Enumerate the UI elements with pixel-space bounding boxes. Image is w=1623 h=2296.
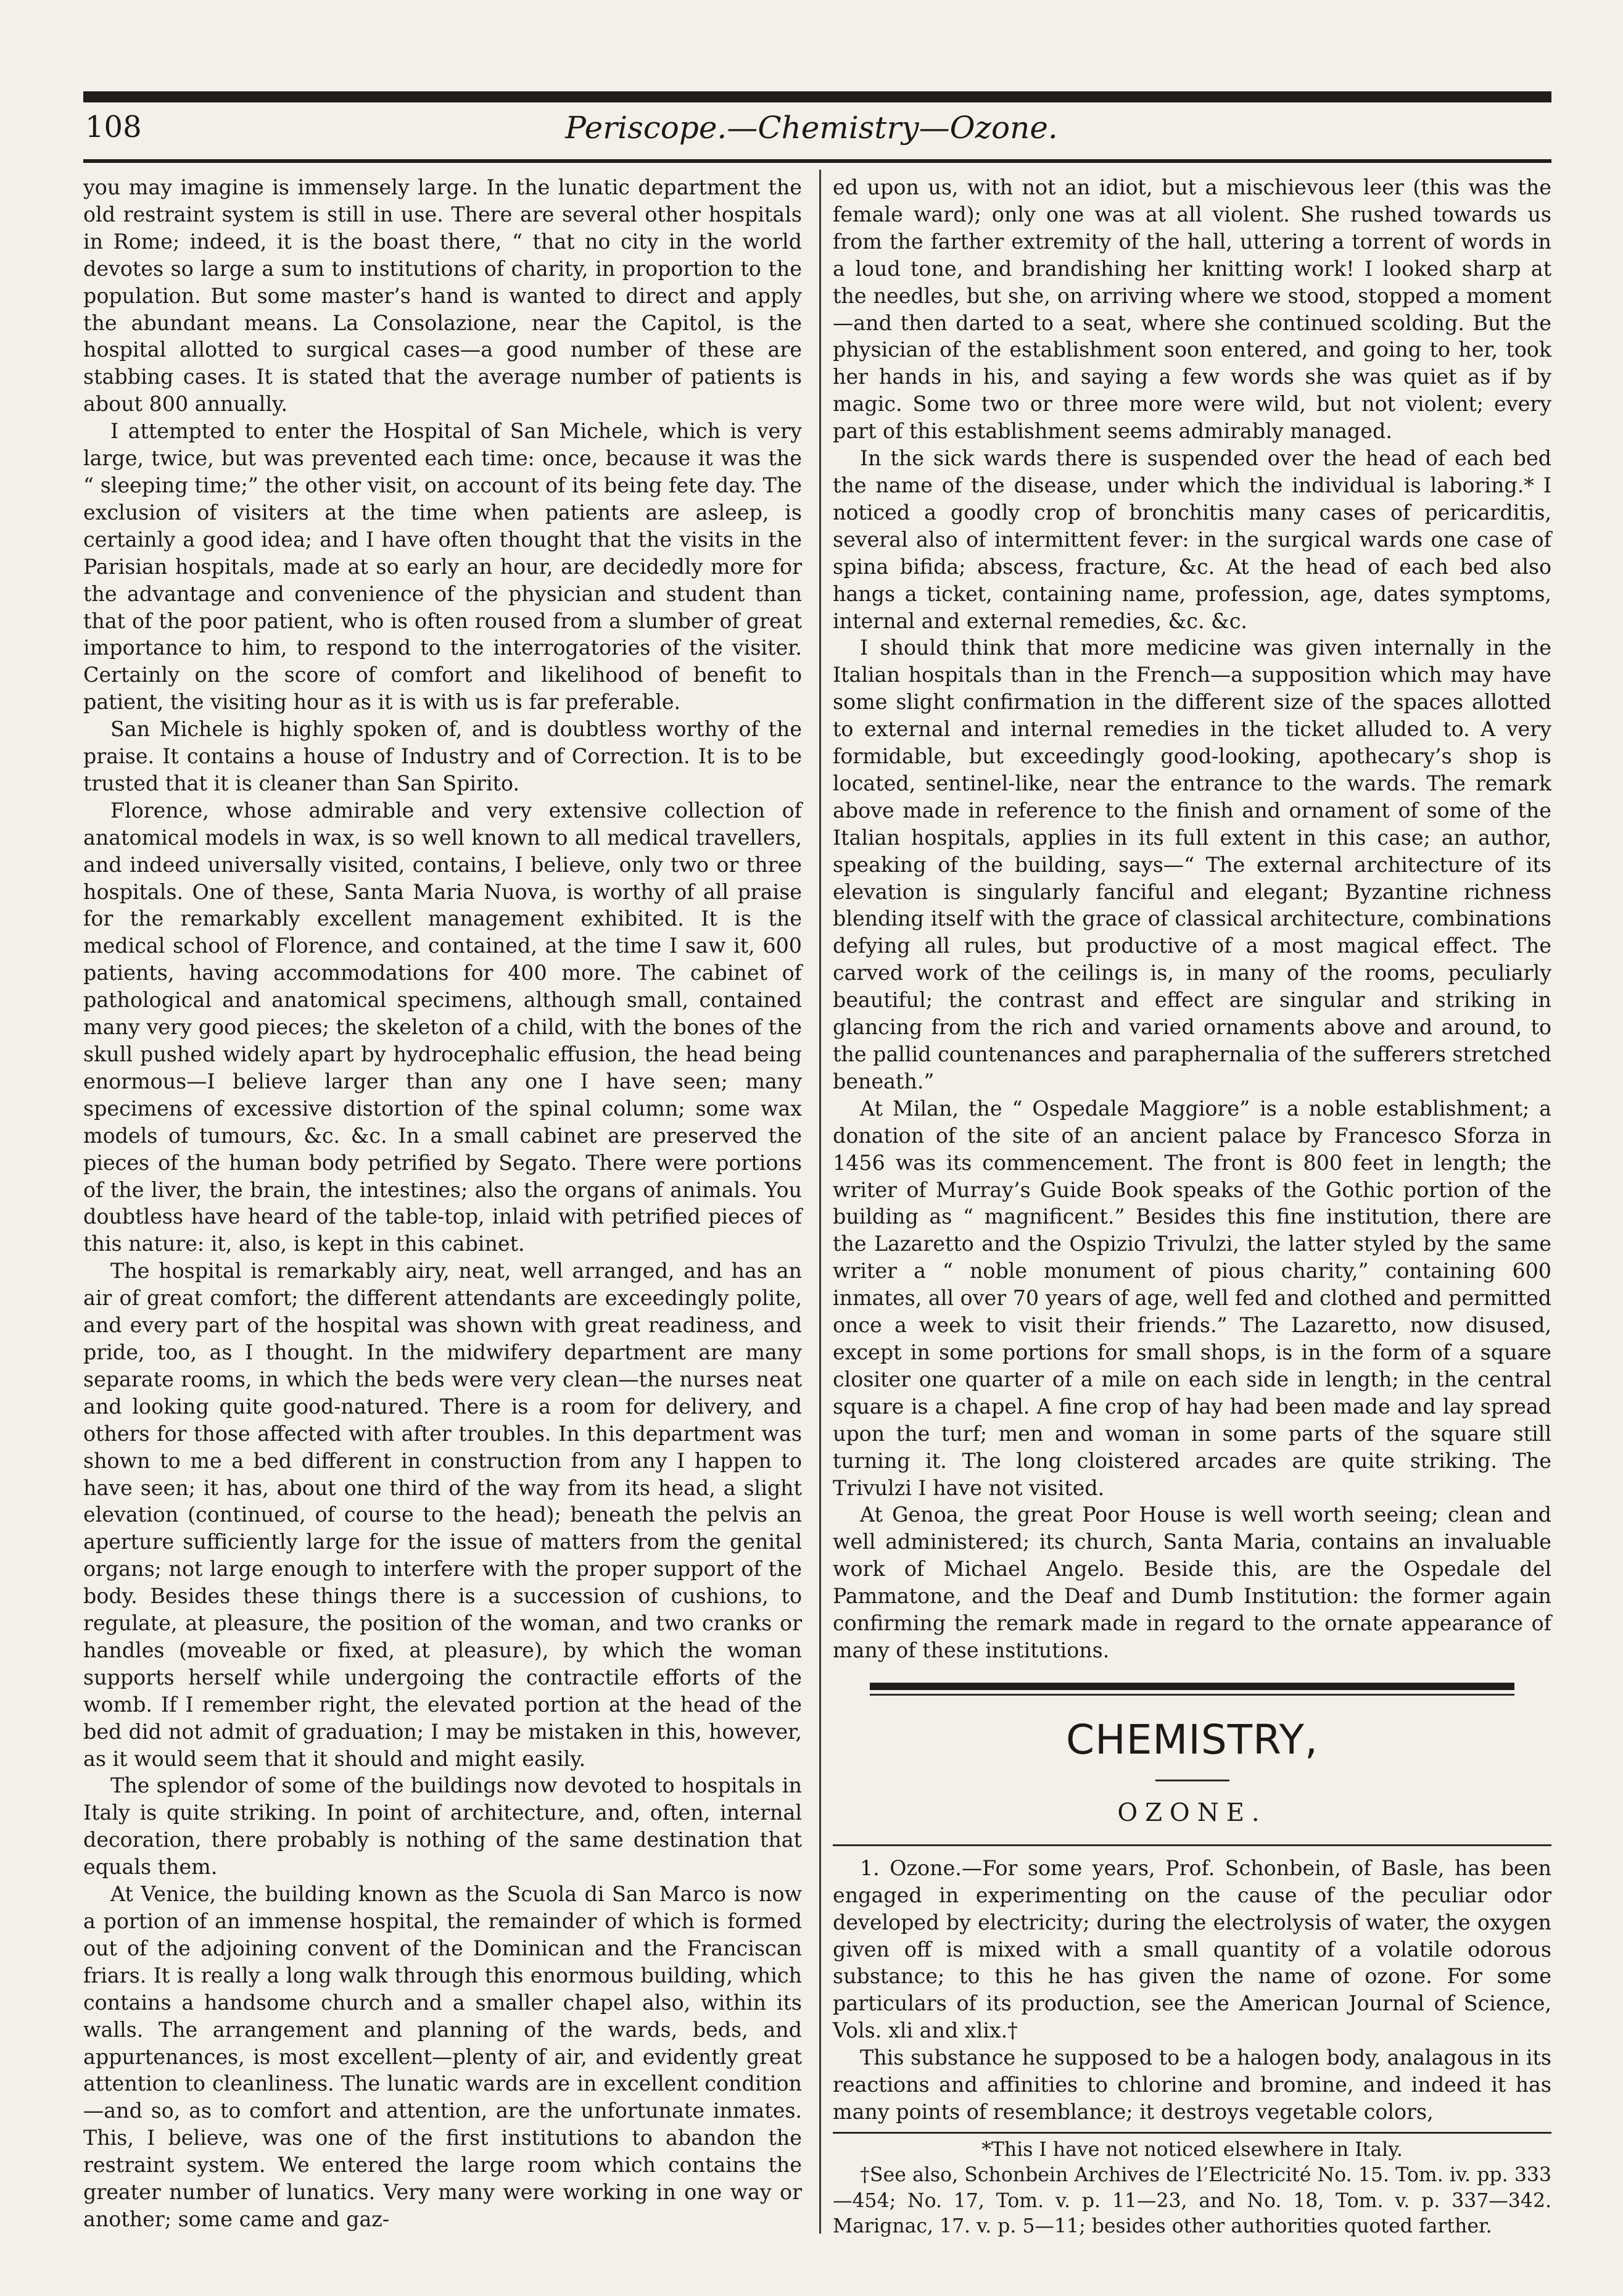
running-title: Periscope.—Chemistry—Ozone. — [565, 110, 1058, 146]
header-rule — [83, 159, 1551, 163]
paragraph: 1. Ozone.—For some years, Prof. Schonbein, of Basle, has been engaged in experimenting on the cause of the peculiar odor developed by electricity; during the electrolysis of water, the oxygen given off is mixed with a small quantity of a volatile odorous substance; to this he has given the name of ozone. For some particulars of its production, see the American Journal of Science, Vols. xli and xlix.† — [833, 1855, 1551, 2043]
paragraph: San Michele is highly spoken of, and is doubtless worthy of the praise. It contains a house of Industry and of Correction. It is to be trusted that it is cleaner than San Spirito. — [83, 717, 802, 795]
paragraph: At Milan, the “ Ospedale Maggiore” is a noble establishment; a donation of the site of an ancient palace by Francesco Sforza in 1456 was its commencement. The front is 800 feet in length; the writer of Murray’s Guide Book speaks of the Gothic portion of the building as “ magnificent.” Besides this fine institution, there are the Lazaretto and the Ospizio Trivulzi, the latter styled by the same writer a “ noble monument of pious charity,” containing 600 inmates, all over 70 years of age, well fed and clothed and permitted once a week to visit their friends.” The Lazaretto, now disused, except in some portions for small shops, is in the form of a square clositer one quarter of a mile on each side in length; in the central square is a chapel. A fine crop of hay had been made and lay spread upon the turf; men and woman in some parts of the square still turning it. The long cloistered arcades are quite striking. The Trivulzi I have not visited. — [833, 1096, 1551, 1500]
footnote: *This I have not noticed elsewhere in Italy. — [981, 2138, 1403, 2161]
paragraph: you may imagine is immensely large. In the lunatic department the old restraint system is still in use. There are several other hospitals in Rome; indeed, it is the boast there, “ that no city in the world devotes so large a sum to institutions of charity, in proportion to the population. But some master’s hand is wanted to direct and apply the abundant means. La Consolazione, near the Capitol, is the hospital allotted to surgical cases—a good number of these are stabbing cases. It is stated that the average number of patients is about 800 annually. — [83, 175, 802, 417]
footnote: †See also, Schonbein Archives de l’Electricité No. 15. Tom. iv. pp. 333—454; No. 17, Tom. v. p. 11—23, and No. 18, Tom. v. p. 337—342. Marignac, 17. v. p. 5—11; besides other authorities quoted farther. — [833, 2164, 1551, 2238]
section-title: CHEMISTRY, — [1066, 1715, 1318, 1763]
top-thick-rule — [83, 91, 1551, 102]
paragraph: The splendor of some of the buildings now devoted to hospitals in Italy is quite striking. In point of architecture, and, often, internal decoration, there probably is nothing of the same destination that equals them. — [83, 1773, 802, 1879]
paragraph: I should think that more medicine was given internally in the Italian hospitals than in the French—a supposition which may have some slight confirmation in the different size of the spaces allotted to external and internal remedies in the ticket alluded to. A very formidable, but exceedingly good-looking, apothecary’s shop is located, sentinel-like, near the entrance to the wards. The remark above made in reference to the finish and ornament of some of the Italian hospitals, applies in its full extent in this case; an author, speaking of the building, says—“ The external architecture of its elevation is singularly fanciful and elegant; Byzantine richness blending itself with the grace of classical architecture, combinations defying all rules, but productive of a most magical effect. The carved work of the ceilings is, in many of the rooms, peculiarly beautiful; the contrast and effect are singular and striking in glancing from the rich and varied ornaments above and around, to the pallid countenances and paraphernalia of the sufferers stretched beneath.” — [833, 636, 1551, 1093]
paragraph: In the sick wards there is suspended over the head of each bed the name of the disease, under which the individual is laboring.* I noticed a goodly crop of bronchitis many cases of pericarditis, several also of intermittent fever: in the surgical wards one case of spina bifida; abscess, fracture, &c. At the head of each bed also hangs a ticket, containing name, profession, age, dates symptoms, internal and external remedies, &c. &c. — [833, 446, 1551, 633]
paragraph: I attempted to enter the Hospital of San Michele, which is very large, twice, but was prevented each time: once, because it was the “ sleeping time;” the other visit, on account of its being fete day. The exclusion of visiters at the time when patients are asleep, is certainly a good idea; and I have often thought that the visits in the Parisian hospitals, made at so early an hour, are decidedly more for the advantage and convenience of the physician and student than that of the poor patient, who is often roused from a slumber of great importance to him, to respond to the interrogatories of the visiter. Certainly on the score of comfort and likelihood of benefit to patient, the visiting hour as it is with us is far preferable. — [83, 419, 802, 715]
section-thick-rule — [870, 1683, 1514, 1690]
section-thin-rule — [870, 1694, 1514, 1696]
page-number: 108 — [85, 110, 142, 144]
paragraph: This substance he supposed to be a halogen body, analagous in its reactions and affinities to chlorine and bromine, and indeed it has many points of resemblance; it destroys vegetable colors, — [833, 2045, 1551, 2124]
subsection-title: OZONE. — [1117, 1798, 1267, 1827]
paragraph: Florence, whose admirable and very extensive collection of anatomical models in wax, is so well known to all medical travellers, and indeed universally visited, contains, I believe, only two or three hospitals. One of these, Santa Maria Nuova, is worthy of all praise for the remarkably excellent management exhibited. It is the medical school of Florence, and contained, at the time I saw it, 600 patients, having accommodations for 400 more. The cabinet of pathological and anatomical specimens, although small, contained many very good pieces; the skeleton of a child, with the bones of the skull pushed widely apart by hydrocephalic effusion, the head being enormous—I believe larger than any one I have seen; many specimens of excessive distortion of the spinal column; some wax models of tumours, &c. &c. In a small cabinet are preserved the pieces of the human body petrified by Segato. There were portions of the liver, the brain, the intestines; also the organs of animals. You doubtless have heard of the table-top, inlaid with petrified pieces of this nature: it, also, is kept in this cabinet. — [83, 798, 802, 1256]
right-column — [833, 174, 1551, 2240]
column-divider — [819, 170, 821, 2234]
paragraph: The hospital is remarkably airy, neat, well arranged, and has an air of great comfort; the different attendants are exceedingly polite, and every part of the hospital was shown with great readiness, and pride, too, as I thought. In the midwifery department are many separate rooms, in which the beds were very clean—the nurses neat and looking quite good-natured. There is a room for delivery, and others for those affected with after troubles. In this department was shown to me a bed different in construction from any I happen to have seen; it has, about one third of the way from its head, a slight elevation (continued, of course to the head); beneath the pelvis an aperture sufficiently large for the issue of matters from the genital organs; not large enough to interfere with the proper support of the body. Besides these things there is a succession of cushions, to regulate, at pleasure, the position of the woman, and two cranks or handles (moveable or fixed, at pleasure), by which the woman supports herself while undergoing the contractile efforts of the womb. If I remember right, the elevated portion at the head of the bed did not admit of graduation; I may be mistaken in this, however, as it would seem that it should and might easily. — [83, 1259, 802, 1771]
paragraph: At Venice, the building known as the Scuola di San Marco is now a portion of an immense hospital, the remainder of which is formed out of the adjoining convent of the Dominican and the Franciscan friars. It is really a long walk through this enormous building, which contains a handsome church and a smaller chapel also, within its walls. The arrangement and planning of the wards, beds, and appurtenances, is most excellent—plenty of air, and evidently great attention to cleanliness. The lunatic wards are in excellent condition—and so, as to comfort and attention, are the unfortunate inmates. This, I believe, was one of the first institutions to abandon the restraint system. We entered the large room which contains the greater number of lunatics. Very many were working in one way or another; some came and gaz- — [83, 1882, 802, 2231]
subsection-rule — [833, 1844, 1551, 1846]
footnote-rule — [833, 2132, 1551, 2134]
left-column — [83, 174, 802, 2233]
short-rule — [1155, 1780, 1229, 1781]
paragraph: At Genoa, the great Poor House is well worth seeing; clean and well administered; its church, Santa Maria, contains an invaluable work of Michael Angelo. Beside this, are the Ospedale del Pammatone, and the Deaf and Dumb Institution: the former again confirming the remark made in regard to the ornate appearance of many of these institutions. — [833, 1502, 1551, 1662]
paragraph: ed upon us, with not an idiot, but a mischievous leer (this was the female ward); only one was at all violent. She rushed towards us from the farther extremity of the hall, uttering a torrent of words in a loud tone, and brandishing her knitting work! I looked sharp at the needles, but she, on arriving where we stood, stopped a moment—and then darted to a seat, where she continued scolding. But the physician of the establishment soon entered, and going to her, took her hands in his, and saying a few words she was quiet as if by magic. Some two or three more were wild, but not violent; every part of this establishment seems admirably managed. — [833, 175, 1551, 444]
